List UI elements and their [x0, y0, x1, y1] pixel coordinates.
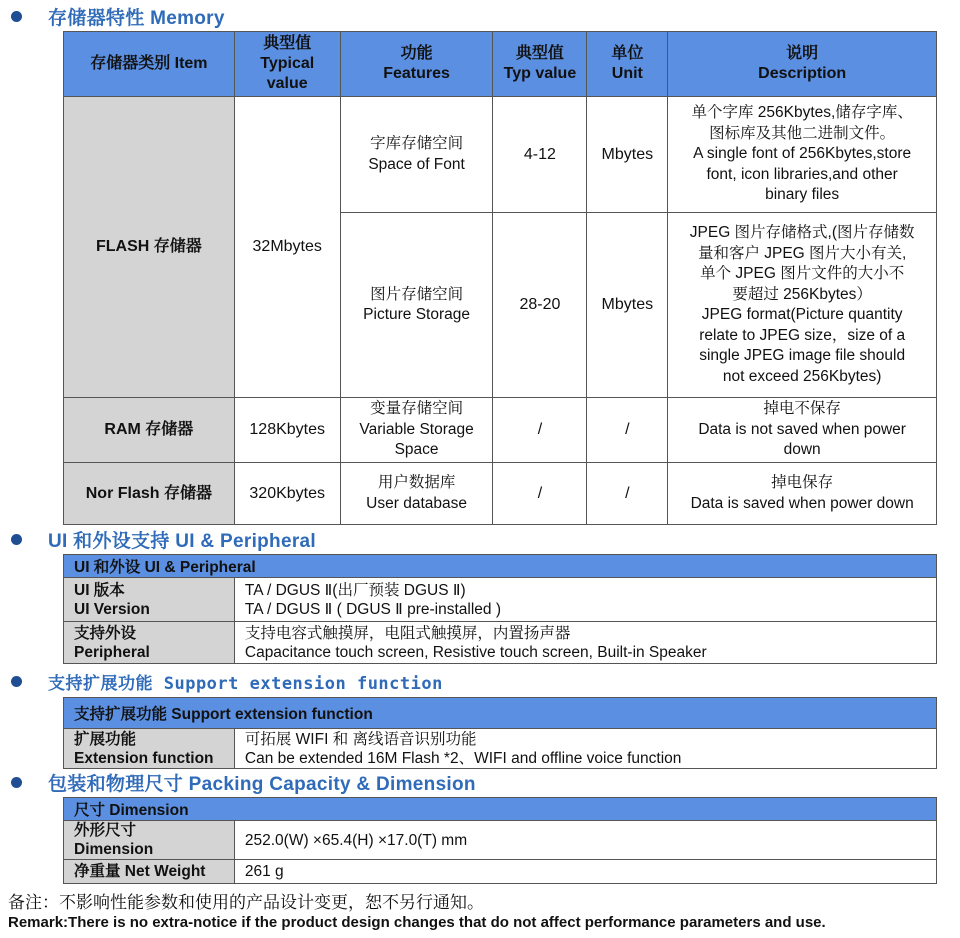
table-row [64, 578, 937, 622]
weight-label: 净重量 Net Weight [64, 860, 235, 884]
ui-version-value: TA / DGUS Ⅱ(出厂预装 DGUS Ⅱ) TA / DGUS Ⅱ ( DGUS Ⅱ pre-installed ) [234, 578, 936, 622]
remark-en: Remark:There is no extra-notice if the product design changes that do not affect performance parameters and use. [8, 914, 826, 931]
flash-picture-typ: 28-20 [493, 213, 587, 398]
flash-font-typ: 4-12 [493, 97, 587, 213]
nor-typ: / [493, 463, 587, 525]
memory-table [63, 31, 937, 525]
ui-bar: UI 和外设 UI & Peripheral [64, 555, 937, 578]
flash-item: FLASH 存储器 [64, 97, 235, 398]
section-title-packing: 包装和物理尺寸 Packing Capacity & Dimension [48, 773, 476, 795]
section-ui [8, 527, 316, 551]
flash-typical: 32Mbytes [234, 97, 340, 398]
table-row [64, 398, 937, 463]
packing-bar: 尺寸 Dimension [64, 798, 937, 821]
weight-value: 261 g [234, 860, 936, 884]
table-row [64, 729, 937, 769]
nor-item: Nor Flash 存储器 [64, 463, 235, 525]
remark-cn: 备注：不影响性能参数和使用的产品设计变更，恕不另行通知。 [8, 893, 484, 913]
peripheral-value: 支持电容式触摸屏，电阻式触摸屏，内置扬声器 Capacitance touch screen, Resistive touch screen, Built-in Speaker [234, 622, 936, 664]
ram-feature: 变量存储空间 Variable Storage Space [340, 398, 493, 463]
flash-picture-unit: Mbytes [587, 213, 668, 398]
ram-item: RAM 存储器 [64, 398, 235, 463]
bullet-icon [11, 777, 22, 788]
header-unit: 单位 Unit [587, 32, 668, 97]
nor-description: 掉电保存 Data is saved when power down [668, 463, 937, 525]
header-item: 存储器类别 Item [64, 32, 235, 97]
memory-header-row [64, 32, 937, 97]
dimension-label: 外形尺寸 Dimension [64, 821, 235, 860]
table-row [64, 463, 937, 525]
extension-bar: 支持扩展功能 Support extension function [64, 698, 937, 729]
header-typ-value: 典型值 Typ value [493, 32, 587, 97]
flash-picture-feature: 图片存储空间 Picture Storage [340, 213, 493, 398]
header-description: 说明 Description [668, 32, 937, 97]
ui-version-label: UI 版本 UI Version [64, 578, 235, 622]
ram-typical: 128Kbytes [234, 398, 340, 463]
flash-font-feature: 字库存储空间 Space of Font [340, 97, 493, 213]
table-row [64, 622, 937, 664]
section-title-memory: 存储器特性 Memory [48, 7, 225, 29]
nor-unit: / [587, 463, 668, 525]
dimension-value: 252.0(W) ×65.4(H) ×17.0(T) mm [234, 821, 936, 860]
extension-value: 可拓展 WIFI 和 离线语音识别功能 Can be extended 16M Flash *2、WIFI and offline voice function [234, 729, 936, 769]
header-typical: 典型值 Typical value [234, 32, 340, 97]
flash-font-description: 单个字库 256Kbytes,储存字库、 图标库及其他二进制文件。 A single font of 256Kbytes,store font, icon libraries,and other binary files [668, 97, 937, 213]
bullet-icon [11, 676, 22, 687]
section-title-extension: 支持扩展功能 Support extension function [48, 673, 443, 694]
flash-font-unit: Mbytes [587, 97, 668, 213]
extension-table [63, 697, 937, 769]
table-row [64, 821, 937, 860]
section-extension [8, 669, 443, 693]
section-title-ui: UI 和外设支持 UI & Peripheral [48, 530, 316, 552]
ui-table [63, 554, 937, 664]
peripheral-label: 支持外设 Peripheral [64, 622, 235, 664]
ram-description: 掉电不保存 Data is not saved when power down [668, 398, 937, 463]
ram-unit: / [587, 398, 668, 463]
extension-label: 扩展功能 Extension function [64, 729, 235, 769]
bullet-icon [11, 11, 22, 22]
nor-feature: 用户数据库 User database [340, 463, 493, 525]
section-packing [8, 770, 476, 794]
packing-table [63, 797, 937, 884]
table-row [64, 97, 937, 213]
header-features: 功能 Features [340, 32, 493, 97]
flash-picture-description: JPEG 图片存储格式,(图片存储数 量和客户 JPEG 图片大小有关, 单个 JPEG 图片文件的大小不 要超过 256Kbytes） JPEG format(Picture quantity relate to JPEG size，size of a single JPEG image file should not exceed 256Kbytes) [668, 213, 937, 398]
bullet-icon [11, 534, 22, 545]
section-memory [8, 4, 225, 28]
nor-typical: 320Kbytes [234, 463, 340, 525]
table-row [64, 860, 937, 884]
ram-typ: / [493, 398, 587, 463]
